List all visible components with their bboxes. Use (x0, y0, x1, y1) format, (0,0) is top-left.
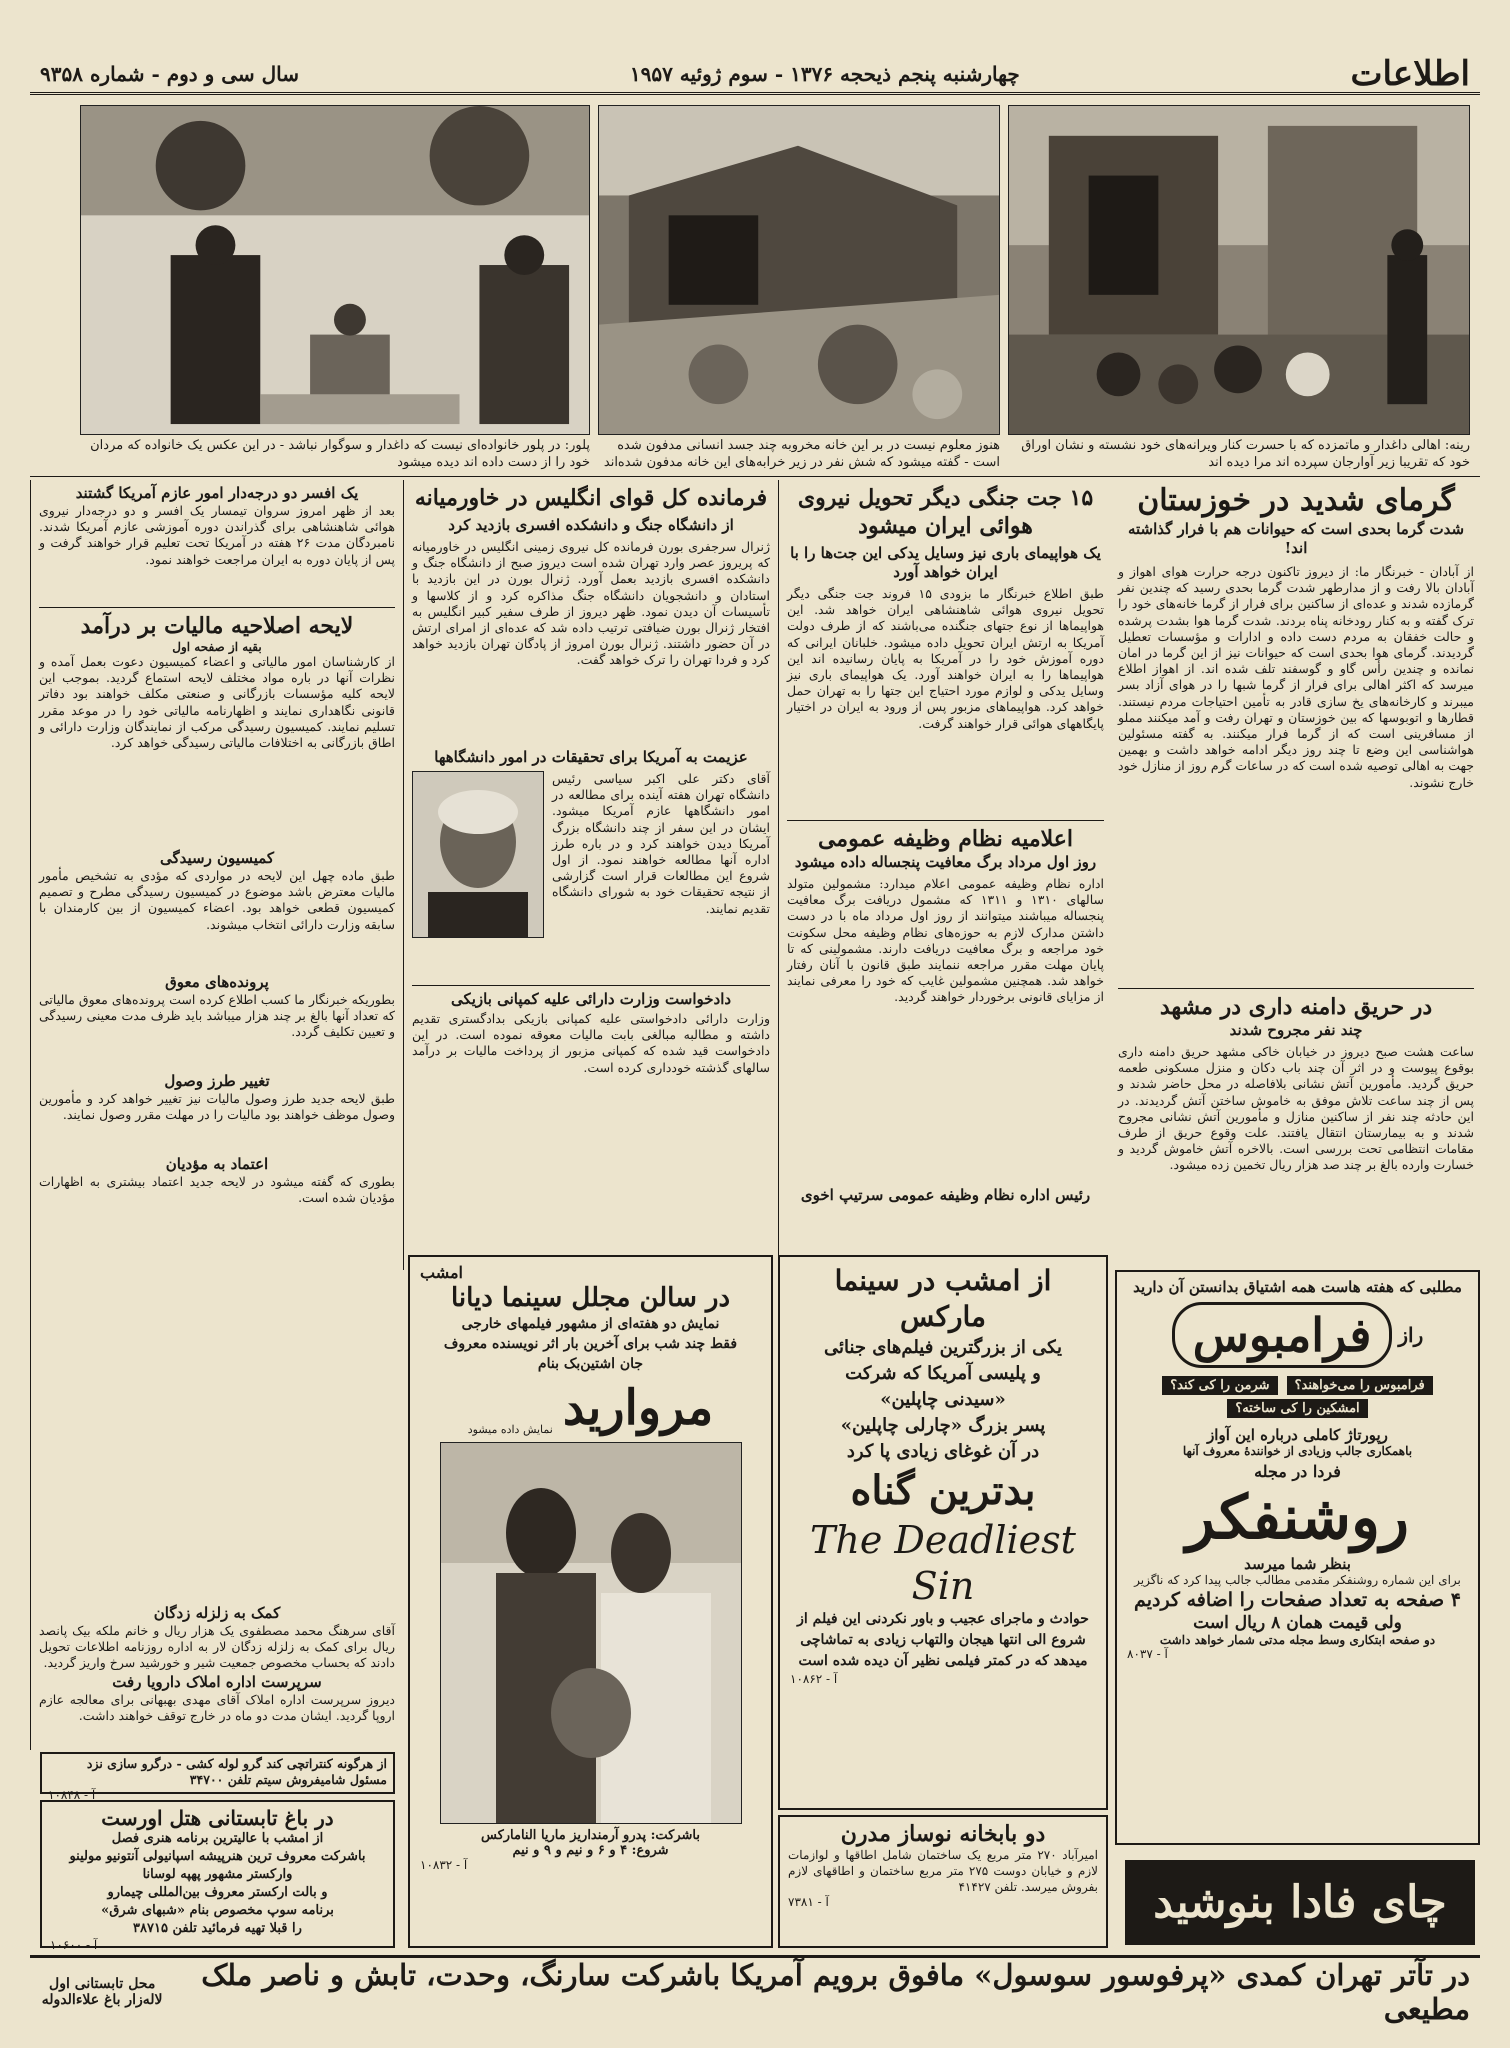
photo-caption-left: پلور: در پلور خانواده‌ای نیست که داغدار و سوگوار نباشد - در این عکس یک خانواده که مردان خود را از دست داده اند دیده میشود (90, 438, 590, 470)
body-tax-5: بطوری که گفته میشود در لایحه جدید اعتماد بیشتری به اظهارات مؤدیان شده است. (39, 1174, 395, 1206)
ad-everest-line5: برنامه سوپ مخصوص بنام «شبهای شرق» (101, 1903, 334, 1918)
ad-roshanfekr-under: بنظر شما میرسد (1244, 1555, 1351, 1573)
tax-subhead-collection: تغییر طرز وصول (164, 1072, 270, 1090)
ad-everest-ref: آ - ۱۰۶۰۰ (50, 1938, 98, 1952)
subhead-british: از دانشگاه جنگ و دانشکده افسری بازدید کرد (448, 516, 734, 534)
ad-contractor (40, 1752, 395, 1802)
signature-conscription: رئیس اداره نظام وظیفه عمومی سرتیپ اخوی (800, 1186, 1091, 1204)
ad-diana-cast: باشرکت: پدرو آرمنداریز ماریا الناماركس (481, 1828, 700, 1843)
tax-subhead-commission: کمیسیون رسیدگی (159, 849, 275, 867)
ad-contractor-ref: آ - ۱۰۸۴۸ (48, 1788, 96, 1802)
ad-roshanfekr-q3: امشکین را کی ساخته؟ (1227, 1399, 1367, 1418)
ad-roshanfekr-report2: باهمکاری جالب وزیادی از خوانندهٔ معروف آنها (1182, 1444, 1413, 1458)
ad-roshanfekr-ref: آ - ۸۰۳۷ (1127, 1647, 1168, 1661)
body-tax-1: از کارشناسان امور مالیاتی و اعضاء کمیسیون دعوت بعمل آمده و نظرات آنها در باره مواد مختلف لایحه استماع گردید. بموجب این لایحه کلیه مؤسسات بازرگانی و صنعتی مکلف خواهند بود دفاتر قانونی نگاهداری نمایند و اظهارنامه مالیاتی خود را در موعد مقرر تسلیم نمایند. کمیسیون رسیدگی مرکب از نمایندگان وزارت دارائی و اطاق بازرگانی به اختلافات مالیاتی رسیدگی خواهد کرد. (39, 654, 395, 751)
ad-roshanfekr-note: دو صفحه ابتکاری وسط مجله مدتی شمار خواهد داشت (1159, 1633, 1436, 1647)
ad-cinema-diana (408, 1255, 773, 1948)
ad-everest-line1: از امشب با عالیترین برنامه هنری فصل (111, 1831, 324, 1846)
ad-marks-line1: یکی از بزرگترین فیلم‌های جنائی (823, 1337, 1063, 1358)
ad-marks-film-fa: بدترین گناه (850, 1467, 1036, 1514)
ad-everest-title: در باغ تابستانی هتل اورست (101, 1806, 334, 1830)
ad-diana-line3: جان اشتین‌بک بنام (537, 1356, 644, 1372)
ad-tea-text: چای فادا بنوشید (1153, 1877, 1447, 1928)
body-conscription: اداره نظام وظیفه عمومی اعلام میدارد: مشمولین متولد سالهای ۱۳۱۰ و ۱۳۱۱ که مشمول دریافت برگ معافیت پنجساله میباشند میتوانند از روز اول مرداد ماه با در دست داشتن مدارک لازم به حوزه‌های نظام وظیفه محل سکونت خود مراجعه و برگ معافیت دریافت دارند. مشمولینی که تا پایان مهلت مقرر مراجعه ننمایند طبق قانون با آنان رفتار خواهد شد. همچنین مشمولین غایب که خود را معرفی نمایند از مزایای قانونی برخوردار خواهند گردید. (787, 876, 1104, 1005)
ad-diana-times: شروع: ۴ و ۶ و نیم و ۹ و نیم (512, 1843, 669, 1858)
column-small-news (30, 1600, 403, 1750)
photo-caption-right: رینه: اهالی داغدار و ماتمزده که با حسرت کنار ویرانه‌های خود نشسته و نشان اوراق خود که تقریبا زیر آوارجان سپرده اند مرا دیده اند (1021, 438, 1470, 470)
ad-diana-line2: فقط چند شب برای آخرین بار اثر نویسنده معروف (443, 1336, 738, 1352)
headline-jets: ۱۵ جت جنگی دیگر تحویل نیروی هوائی ایران میشود (797, 485, 1094, 539)
body-officers: بعد از ظهر امروز سروان تیمسار یک افسر و دو درجه‌دار نیروی هوائی شاهنشاهی برای گذراندن دوره آموزشی عازم آمریکا شدند. نامبردگان مدت ۲۶ هفته در آمریکا تحت تعلیم قرار خواهند گرفت و پس از پایان دوره به ایران مراجعت خواهند نمود. (39, 503, 395, 567)
body-tax-4: طبق لایحه جدید طرز وصول مالیات نیز تغییر خواهد کرد و مأمورین وصول موظف خواهند بود مالیات را در مهلت مقرر وصول نمایند. (39, 1091, 395, 1123)
headline-tax-bill: لایحه اصلاحیه مالیات بر درآمد (80, 613, 354, 639)
body-heat: از آبادان - خبرنگار ما: از دیروز تاکنون درجه حرارت هوای اهواز و آبادان بالا رفت و از مدارطهر شدت گرما بحدی رسید که چندین نفر گرمازده شدند و عده‌ای از ساکنین برای فرار از گرما خانه‌های خود را ترک گفته و به کنار رودخانه پناه بردند. شدت گرما هوا بشدت پرشده و حالت خفقان به مردم دست داده و ادارات و مؤسسات تعطیل گردیدند. گرمای هوا بحدی است که حیوانات نیز از این گرما در امان نمانده و چندین رأس گاو و گوسفند تلف شده اند. از اهواز اطلاع میرسد که اکثر اهالی برای فرار از گرما شبها را در هوای آزاد بسر میبرند و کارخانه‌های یخ سازی قادر به تأمین احتیاجات مردم نیستند. قطارها و اتوبوسها که بین خوزستان و تهران رفت و آمد میکنند مملو از مسافرینی است که از گرما فرار میکنند. به گفته مسئولین هواشناسی این وضع تا چند روز دیگر ادامه خواهد داشت و بهمین جهت به اهالی توصیه شده است که در ساعات گرم روز از منازل خود خارج نشوند. (1118, 564, 1474, 790)
issue-date: چهارشنبه پنجم ذیحجه ۱۳۷۶ - سوم ژوئیه ۱۹۵۷ (629, 61, 1020, 86)
ad-everest-phone: را قبلا تهیه فرمائید تلفن ۳۸۷۱۵ (133, 1921, 302, 1936)
ad-everest-line4: و بالت ارکستر معروف بین‌المللی چیمارو (107, 1885, 328, 1900)
photo-earthquake-left (80, 105, 590, 435)
subhead-conscription: روز اول مرداد برگ معافیت پنجساله داده میشود (794, 853, 1097, 871)
column-tax-bill (30, 480, 403, 1600)
issue-number: سال سی و دوم - شماره ۹۳۵۸ (40, 61, 300, 86)
tax-subhead-overdue: پرونده‌های معوق (165, 973, 269, 991)
newspaper-logo: اطلاعات (1350, 53, 1470, 94)
ad-marks-title: از امشب در سینما مارکس (834, 1264, 1052, 1333)
body-estate-office: دیروز سرپرست اداره املاک آقای مهدی بهبهانی برای معالجه عازم اروپا گردید. ایشان مدت دو ماه در خارج توقف خواهند داشت. (39, 1692, 395, 1724)
ad-roshanfekr-tomorrow: فردا در مجله (1254, 1462, 1341, 1481)
ad-everest-line2: باشرکت معروف ترین هنرپیشه اسپانیولی آنتونیو مولینو (69, 1849, 366, 1864)
ad-diana-title: در سالن مجلل سینما دیانا (450, 1283, 731, 1313)
bottom-theater-ad (30, 1955, 1480, 2025)
ad-marks-desc: حوادث و ماجرای عجیب و باور نکردنی این فیلم از شروع الی انتها هیجان والتهاب زیادی به تماشاچی میدهد که در کمتر فیلمی نظیر آن دیده شده است (797, 1611, 1089, 1669)
ad-everest-hotel (40, 1800, 395, 1952)
ad-roshanfekr-top: مطلبی که هفته هاست همه اشتیاق بدانستن آن دارید (1133, 1278, 1462, 1296)
ad-roshanfekr-q2: شرمن را کی کند؟ (1162, 1376, 1277, 1395)
divider (30, 475, 1480, 477)
column-jets (778, 480, 1112, 1270)
ad-cinema-marks (778, 1255, 1108, 1810)
headline-fire-mashhad: در حریق دامنه داری در مشهد (1159, 994, 1433, 1020)
headline-heat: گرمای شدید در خوزستان (1137, 483, 1455, 518)
masthead (30, 55, 1480, 95)
ad-diana-ref: آ - ۱۰۸۳۲ (420, 1858, 468, 1872)
ad-roshanfekr-price: ولی قیمت همان ۸ ریال است (1193, 1613, 1402, 1633)
ad-roshanfekr-desc: برای این شماره روشنفکر مقدمی مطالب جالب پیدا کرد که ناگزیر (1134, 1573, 1461, 1587)
ad-roshanfekr-q1: فرامبوس را می‌خواهند؟ (1287, 1376, 1433, 1395)
body-fire-mashhad: ساعت هشت صبح دیروز در خیابان خاکی مشهد حریق دامنه داری بوقوع پیوست و در اثر آن چند باب دکان و منزل مسکونی طعمه حریق گردید. مأمورین آتش نشانی بلافاصله در محل حاضر شدند و پس از چند ساعت تلاش موفق به خاموش ساختن آتش گردیدند. در این حادثه چند نفر از ساکنین منازل و مأمورین آتش نشانی مجروح شدند و به بیمارستان انتقال یافتند. علت وقوع حریق از طرف مقامات انتظامی تحت بررسی است. بالاخره آتش خاموش گردید و خسارت وارده بالغ بر چند صد هزار ریال تخمین زده میشود. (1118, 1044, 1474, 1173)
ad-roshanfekr-magazine: روشنفکر (1186, 1483, 1409, 1553)
column-british-commander (403, 480, 778, 1270)
bottom-theater-main: در تآتر تهران کمدی «پرفوسور سوسول» مافوق برویم آمریکا باشرکت سارنگ، وحدت، تابش و ناصر ملک مطیعی (201, 1957, 1470, 2026)
ad-roshanfekr-brand: فرامبوس (1172, 1302, 1393, 1368)
headline-finance-lawsuit: دادخواست وزارت دارائی علیه کمپانی بازیکی (450, 990, 732, 1008)
body-tax-2: طبق ماده چهل این لایحه در مواردی که مؤدی به تشخیص مأمور مالیات معترض باشد موضوع در کمیسیون رسیدگی مطرح و تصمیم کمیسیون قطعی خواهد بود. اعضاء کمیسیون از بین کارمندان با سابقه وزارت دارائی انتخاب میشوند. (39, 868, 395, 932)
body-quake-aid: آقای سرهنگ محمد مصطفوی یک هزار ریال و خانم ملکه بیک پانصد ریال برای کمک به زلزله زدگان لار به اداره روزنامه اطلاعات تحویل دادند که بحساب مخصوص جمعیت شیر و خورشید سرخ واریز گردید. (39, 1623, 395, 1671)
ad-marks-ref: آ - ۱۰۸۶۲ (790, 1672, 838, 1686)
ad-marks-line2: و پلیسی آمریکا که شرکت (845, 1363, 1041, 1384)
ad-butchery-body: امیرآباد ۲۷۰ متر مربع یک ساختمان شامل اطاقها و لوازمات لازم و خیابان دوست ۲۷۵ متر مربع ساختمان و اطاقهای لازم بفروش میرسد. تلفن ۴۱۴۲۷ (788, 1848, 1098, 1894)
subhead-heat: شدت گرما بحدی است که حیوانات هم با فرار گذاشته اند! (1127, 520, 1465, 557)
subhead-fire-mashhad: چند نفر مجروح شدند (1229, 1021, 1363, 1039)
ad-marks-line3: «سیدنی چاپلین» (880, 1389, 1006, 1410)
body-university-trip: آقای دکتر علی اکبر سیاسی رئیس دانشگاه تهران هفته آینده برای مطالعه در امور دانشگاهها عازم آمریکا میشود. ایشان در این سفر از چند دانشگاه بزرگ آمریکا دیدن خواهند کرد و در باره طرز اداره آنها مطالعه خواهند نمود. از اول شروع این مطالعات قرار است گزارشی از نتیجه تحقیقات خود به شورای دانشگاه تقدیم نمایند. (552, 771, 770, 916)
portrait-photo (412, 771, 544, 938)
headline-british: فرمانده کل قوای انگلیس در خاورمیانه (414, 485, 768, 511)
ad-diana-line1: نمایش دو هفته‌ای از مشهور فیلمهای خارجی (461, 1316, 720, 1332)
headline-university-trip: عزیمت به آمریکا برای تحقیقات در امور دانشگاهها (434, 748, 748, 766)
headline-estate-office: سرپرست اداره املاک دارویا رفت (112, 1673, 322, 1691)
ad-contractor-text: از هرگونه کنتراتچی کند گرو لوله کشی - درگرو سازی نزد مسئول شامیفروش سیتم تلفن ۳۴۷۰۰ (86, 1756, 387, 1787)
body-british: ژنرال سرجفری بورن فرمانده کل نیروی زمینی انگلیس در خاورمیانه که پریروز عصر وارد تهران شده است دیروز صبح از دانشگاه جنگ و دانشکده افسری بازدید بعمل آورد. ژنرال بورن در این بازدید با استادان و دانشجویان دانشگاه جنگ مذاکره کرد و از کلاسها و تأسیسات آن دیدن نمود. ظهر دیروز از طرف سفیر کبیر انگلیس به افتخار ژنرال بورن ضیافتی ترتیب داده شد که عده‌ای از امرای ارتش در آن حضور داشتند. ژنرال بورن امروز از پادگان تهران بازدید خواهد کرد و فردا تهران را ترک خواهد گفت. (412, 539, 770, 668)
body-tax-3: بطوریکه خبرنگار ما کسب اطلاع کرده است پرونده‌های معوق مالیاتی که تعداد آنها بالغ بر چند هزار میباشد باید ظرف مدت معینی رسیدگی و تعیین تکلیف گردد. (39, 992, 395, 1040)
ad-diana-film-still (440, 1442, 742, 1824)
headline-conscription: اعلامیه نظام وظیفه عمومی (817, 826, 1074, 852)
ad-roshanfekr (1115, 1270, 1480, 1845)
photo-earthquake-right (1008, 105, 1470, 435)
ad-tea (1125, 1860, 1475, 1945)
headline-officers: یک افسر دو درجه‌دار امور عازم آمریکا گشتند (75, 484, 359, 502)
headline-quake-aid: کمک به زلزله زدگان (153, 1604, 281, 1622)
ad-diana-tonight: امشب (420, 1263, 463, 1282)
ad-butchery-ref: آ - ۷۳۸۱ (788, 1895, 829, 1909)
ad-marks-film-en: The Deadliest Sin (810, 1518, 1076, 1608)
tax-continued: بقیه از صفحه اول (172, 640, 262, 654)
ad-butchery (778, 1815, 1108, 1948)
ad-roshanfekr-pages: ۴ صفحه به تعداد صفحات را اضافه کردیم (1134, 1589, 1461, 1611)
ad-butchery-title: دو بابخانه نوساز مدرن (840, 1821, 1046, 1847)
ad-diana-film-note: نمایش داده میشود (467, 1423, 553, 1436)
ad-everest-line3: وارکستر مشهور پهپه لوسانا (142, 1867, 293, 1882)
ad-marks-line5: در آن غوغای زیادی پا کرد (846, 1441, 1040, 1462)
ad-marks-line4: پسر بزرگ «چارلی چاپلین» (840, 1415, 1046, 1436)
bottom-theater-side: محل تابستانی اول لاله‌زار باغ علاءالدوله (41, 1975, 163, 2008)
ad-roshanfekr-report: رپورتاژ کاملی درباره این آواز (1207, 1426, 1388, 1444)
photo-caption-center: هنوز معلوم نیست در بر این خانه مخروبه چند جسد انسانی مدفون شده است - گفته میشود که شش نفر در زیر خرابه‌های این خانه مدفون شده‌اند (603, 438, 1000, 470)
subhead-jets: یک هواپیمای باری نیز وسایل یدکی این جت‌ها را با ایران خواهد آورد (790, 544, 1101, 581)
photo-earthquake-center (598, 105, 1000, 435)
ad-roshanfekr-raz: راز (1398, 1323, 1424, 1347)
ad-diana-film: مروارید (562, 1380, 714, 1436)
tax-subhead-trust: اعتماد به مؤدیان (165, 1155, 269, 1173)
body-jets: طبق اطلاع خبرنگار ما بزودی ۱۵ فروند جت جنگی دیگر تحویل نیروی هوائی شاهنشاهی ایران خواهد شد. این هواپیماها از نوع جتهای جنگنده می‌باشند که از طرف دولت آمریکا به ارتش ایران تحویل داده میشود. خلبانان ایرانی که دوره آموزش خود را در آمریکا به پایان رسانیده اند این هواپیماها را به ایران خواهند آورد. یک هواپیمای باری نیز وسایل یدکی و لوازم مورد احتیاج این جتها را به تهران حمل خواهد کرد. هواپیماهای مزبور پس از ورود به ایران در اختیار پایگاههای هوائی قرار خواهند گرفت. (787, 586, 1104, 731)
body-finance-lawsuit: وزارت دارائی دادخواستی علیه کمپانی بازیکی بدادگستری تقدیم داشته و مطالبه مبالغی بابت مالیات معوقه نموده است. در این دادخواست قید شده که کمپانی مزبور از پرداخت مالیات بر درآمد سالهای گذشته خودداری کرده است. (412, 1011, 770, 1075)
